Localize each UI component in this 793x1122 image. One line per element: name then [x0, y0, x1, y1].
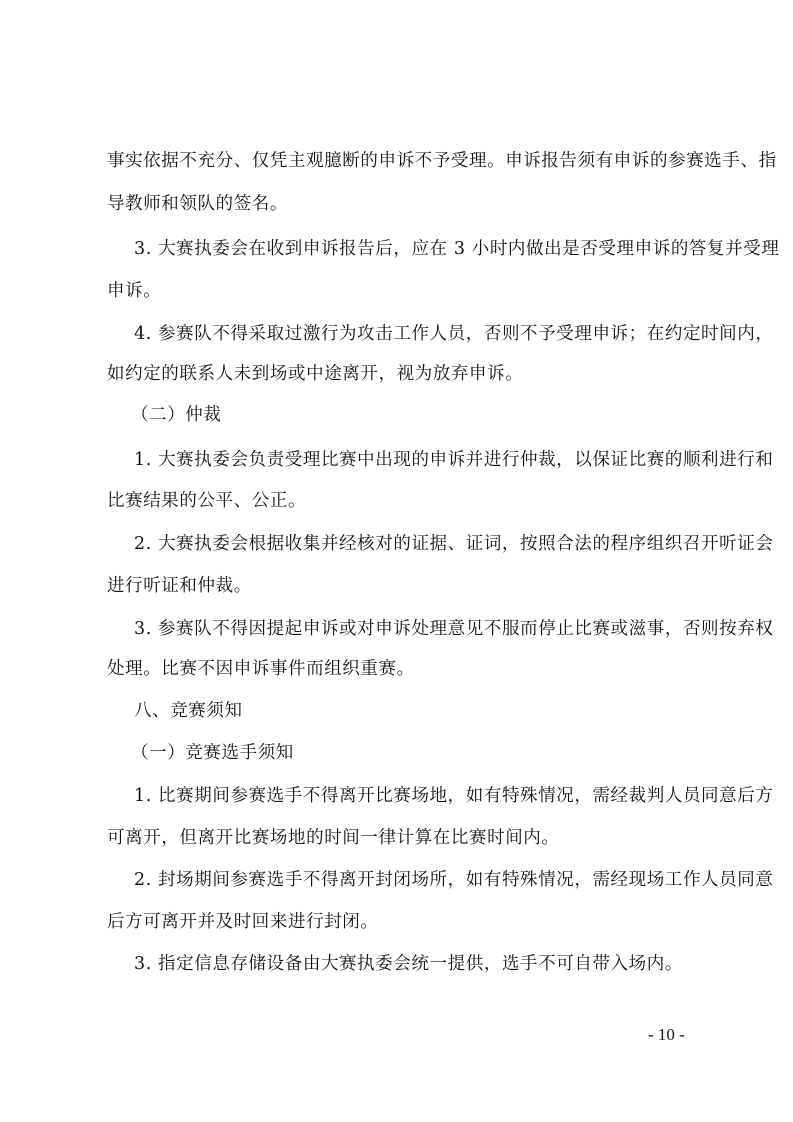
paragraph-line: 比赛结果的公平、公正。: [107, 491, 307, 511]
paragraph-line: 进行听证和仲裁。: [107, 576, 252, 596]
paragraph-line: 处理。比赛不因申诉事件而组织重赛。: [107, 659, 415, 679]
page-number: - 10 -: [648, 1025, 685, 1044]
section-heading: （一）竞赛选手须知: [131, 743, 294, 763]
chapter-heading: 八、竞赛须知: [134, 701, 243, 721]
paragraph-line: 可离开，但离开比赛场地的时间一律计算在比赛时间内。: [107, 828, 560, 848]
paragraph-line: 后方可离开并及时回来进行封闭。: [107, 912, 379, 932]
paragraph-line: 1. 比赛期间参赛选手不得离开比赛场地，如有特殊情况，需经裁判人员同意后方: [134, 786, 774, 806]
paragraph-line: 1. 大赛执委会负责受理比赛中出现的申诉并进行仲裁，以保证比赛的顺利进行和: [134, 450, 774, 470]
paragraph-line: 3. 指定信息存储设备由大赛执委会统一提供，选手不可自带入场内。: [134, 954, 683, 974]
paragraph-line: 2. 封场期间参赛选手不得离开封闭场所，如有特殊情况，需经现场工作人员同意: [134, 870, 774, 890]
paragraph-line: 事实依据不充分、仅凭主观臆断的申诉不予受理。申诉报告须有申诉的参赛选手、指: [107, 151, 777, 171]
paragraph-line: 2. 大赛执委会根据收集并经核对的证据、证词，按照合法的程序组织召开听证会: [134, 534, 774, 554]
paragraph-line: 导教师和领队的签名。: [107, 194, 288, 214]
section-heading: （二）仲裁: [131, 405, 222, 425]
paragraph-line: 申诉。: [107, 281, 162, 301]
paragraph-line: 3. 大赛执委会在收到申诉报告后，应在 3 小时内做出是否受理申诉的答复并受理: [134, 239, 780, 259]
paragraph-line: 4. 参赛队不得采取过激行为攻击工作人员，否则不予受理申诉；在约定时间内，: [134, 324, 774, 344]
paragraph-line: 3. 参赛队不得因提起申诉或对申诉处理意见不服而停止比赛或滋事，否则按弃权: [134, 619, 774, 639]
paragraph-line: 如约定的联系人未到场或中途离开，视为放弃申诉。: [107, 364, 524, 384]
